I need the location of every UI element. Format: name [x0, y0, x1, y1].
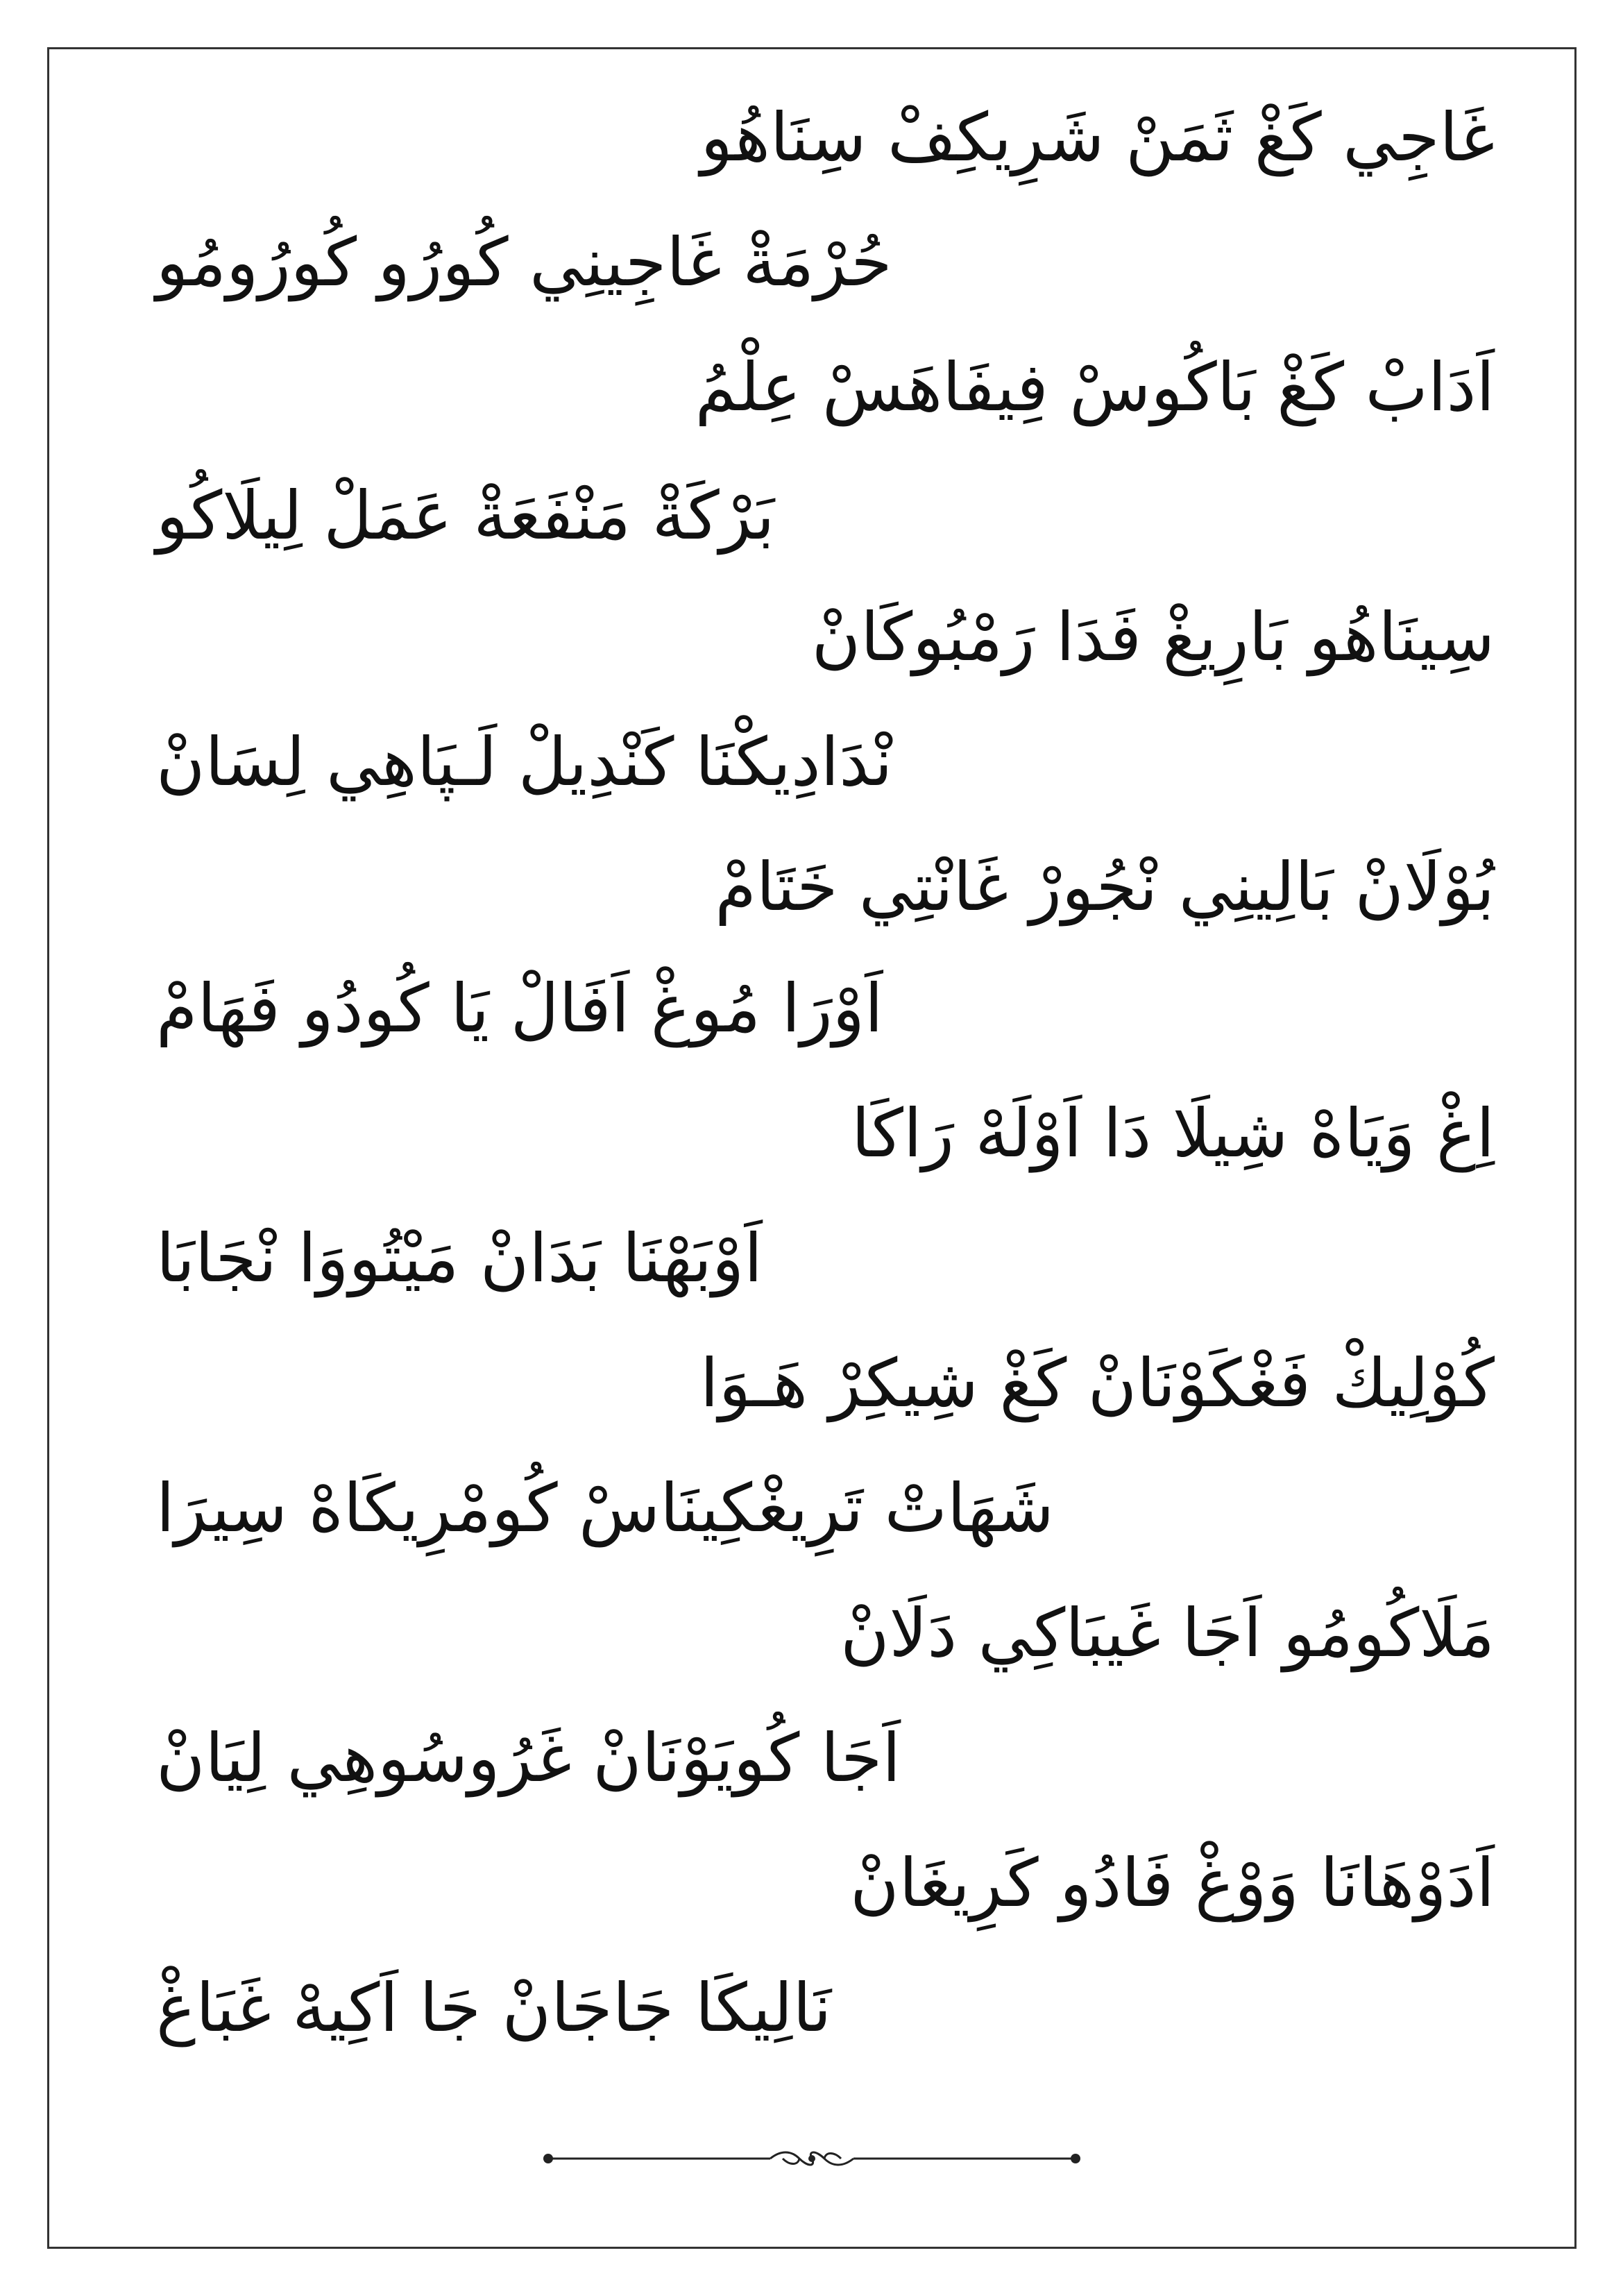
verse-line: اَوْرَا مُوغْ اَفَالْ يَا كُودُو فَهَامْ	[156, 970, 883, 1047]
verse-line: شَهَاتْ تَرِيغْكِينَاسْ كُومْرِيكَاهْ سِيرَا	[156, 1469, 1054, 1547]
verse-line: اَجَا كُويَوْنَانْ غَرُوسُوهِي لِيَانْ	[156, 1719, 901, 1797]
verse-line: اَدَابْ كَغْ بَاكُوسْ فِيفَاهَسْ عِلْمُ	[695, 348, 1495, 426]
verse-line: مَلَاكُومُو اَجَا غَيبَاكِي دَلَانْ	[840, 1594, 1495, 1672]
verse-line: غَاجِي كَغْ ثَمَنْ شَرِيكِفْ سِنَاهُو	[700, 99, 1495, 176]
verse-line: سِينَاهُو بَارِيغْ فَدَا رَمْبُوكَانْ	[811, 598, 1495, 676]
verse-line: نَالِيكَا جَاجَانْ جَا اَكِيهْ غَبَاغْ	[156, 1969, 832, 2047]
verse-line: اَدَوْهَانَا وَوْغْ فَادُو كَرِيغَانْ	[850, 1844, 1495, 1922]
verse-line: نْدَادِيكْنَا كَنْدِيلْ لَـپَاهِي لِسَانْ	[156, 723, 893, 801]
verse-line: اِغْ وَيَاهْ شِيلَا دَا اَوْلَهْ رَاكَا	[851, 1095, 1495, 1172]
verse-line: كُوْلِيكْ فَغْكَوْنَانْ كَغْ شِيكِرْ هَـوَا	[700, 1344, 1495, 1422]
verse-line: اَوْبَهْنَا بَدَانْ مَيْتُووَا نْجَابَا	[156, 1219, 763, 1297]
verse-line: بُوْلَانْ بَالِينِي نْجُورْ غَانْتِي خَتَامْ	[715, 848, 1495, 926]
verse-line: بَرْكَةْ مَنْفَعَةْ عَمَلْ لِيلَاكُو	[156, 477, 775, 555]
flourish-divider-icon	[541, 2145, 1082, 2172]
verse-line: حُرْمَةْ غَاجِينِي كُورُو كُورُومُو	[156, 223, 892, 301]
